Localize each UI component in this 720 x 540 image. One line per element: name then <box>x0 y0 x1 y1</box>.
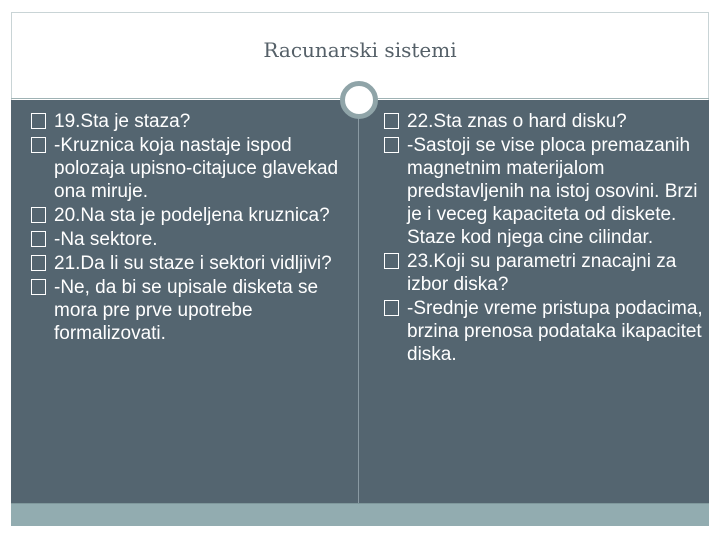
list-item <box>384 250 709 296</box>
list-item <box>31 228 353 251</box>
list-item-text: -Kruznica koja nastaje ispod polozaja upisno-citajuce glavekad ona miruje. <box>54 135 339 202</box>
footer-bar <box>11 503 709 526</box>
left-column <box>31 110 353 346</box>
slide-title: Racunarski sistemi <box>263 38 457 62</box>
list-item-text: -Na sektore. <box>54 229 158 250</box>
list-item <box>31 252 353 275</box>
bullet-box-icon <box>31 137 46 153</box>
list-item <box>31 204 353 227</box>
list-item-text: 20.Na sta je podeljena kruznica? <box>54 205 330 226</box>
list-item-text: 23.Koji su parametri znacajni za izbor diska? <box>407 251 677 295</box>
list-item-text: -Sastoji se vise ploca premazanih magnetnim materijalom predstavljenih na istoj osovini. Brzi je i veceg kapaciteta od diskete. Staze kod njega cine cilindar. <box>407 135 698 248</box>
column-divider <box>358 100 359 503</box>
bullet-box-icon <box>31 231 46 247</box>
bullet-box-icon <box>384 137 399 153</box>
bullet-box-icon <box>31 279 46 295</box>
bullet-box-icon <box>31 113 46 129</box>
right-column <box>384 110 709 367</box>
list-item <box>31 134 353 203</box>
list-item <box>384 297 709 366</box>
circle-ornament-center <box>351 92 367 108</box>
list-item <box>31 110 353 133</box>
bullet-box-icon <box>384 300 399 316</box>
bullet-box-icon <box>31 255 46 271</box>
list-item-text: 22.Sta znas o hard disku? <box>407 111 627 132</box>
list-item <box>31 276 353 345</box>
bullet-box-icon <box>384 253 399 269</box>
list-item <box>384 134 709 249</box>
list-item-text: 19.Sta je staza? <box>54 111 191 132</box>
list-item-text: -Srednje vreme pristupa podacima, brzina prenosa podataka ikapacitet diska. <box>407 298 703 365</box>
bullet-box-icon <box>384 113 399 129</box>
list-item-text: -Ne, da bi se upisale disketa se mora pre prve upotrebe formalizovati. <box>54 277 319 344</box>
list-item-text: 21.Da li su staze i sektori vidljivi? <box>54 253 332 274</box>
list-item <box>384 110 709 133</box>
bullet-box-icon <box>31 207 46 223</box>
